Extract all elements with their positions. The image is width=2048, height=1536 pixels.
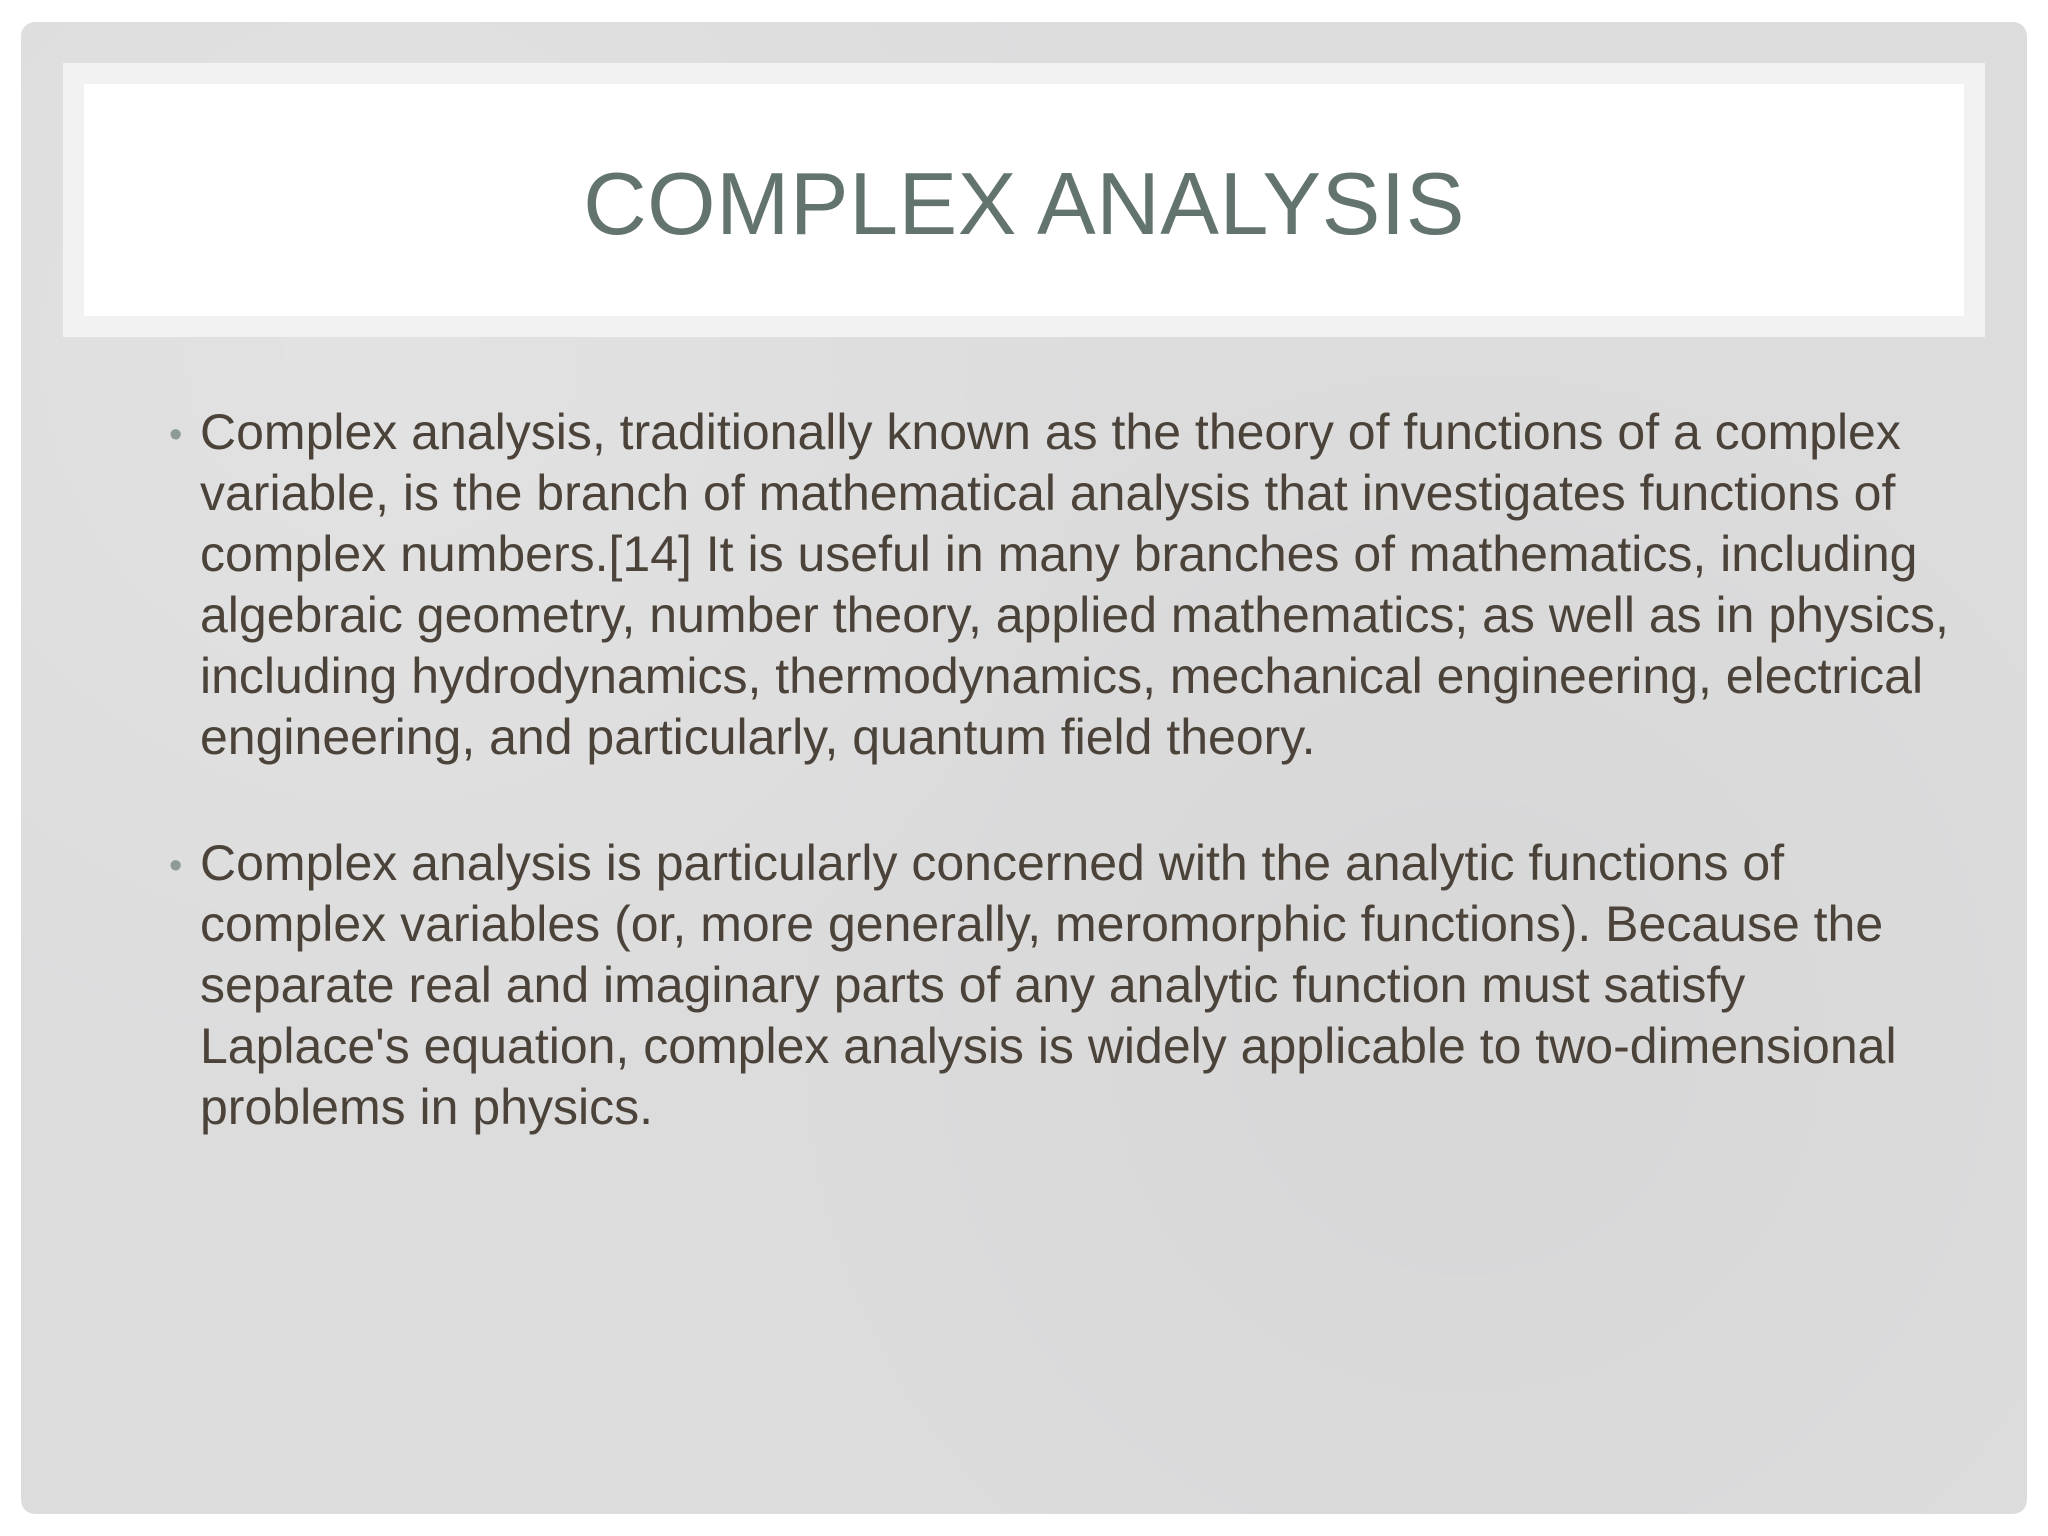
bullet-marker: • bbox=[169, 414, 183, 456]
bullet-text: Complex analysis, traditionally known as the theory of functions of a complex variable, is the branch of mathematical analysis that investigates functions of complex numbers.[14] It is useful in many branches of mathematics, including algebraic geometry, number theory, applied mathematics; as well as in physics, including hydrodynamics, thermodynamics, mechanical engineering, electrical engineering, and particularly, quantum field theory. bbox=[200, 404, 1949, 765]
bullet-text: Complex analysis is particularly concerned with the analytic functions of complex variables (or, more generally, meromorphic functions). Because the separate real and imaginary parts of any analytic function must satisfy Laplace's equation, complex analysis is widely applicable to two-dimensional problems in physics. bbox=[200, 835, 1897, 1135]
title-box bbox=[84, 84, 1964, 316]
bullet-item-complex-analysis-definition bbox=[147, 402, 1977, 768]
slide-title: COMPLEX ANALYSIS bbox=[583, 154, 1465, 253]
bullet-marker: • bbox=[169, 845, 183, 887]
bullet-list bbox=[147, 402, 1977, 1203]
title-band bbox=[63, 63, 1985, 337]
slide bbox=[21, 22, 2027, 1514]
bullet-item-analytic-functions bbox=[147, 833, 1977, 1138]
